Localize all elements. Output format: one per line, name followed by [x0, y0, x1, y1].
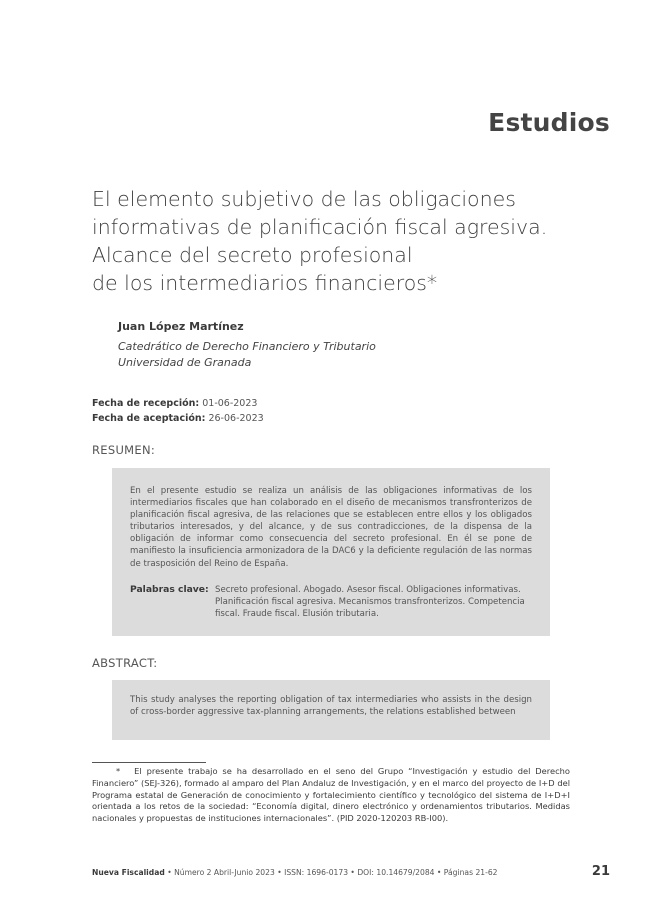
- title-line: El elemento subjetivo de las obligaciones: [92, 187, 516, 211]
- abstract-heading: ABSTRACT:: [92, 656, 158, 670]
- abstract-text: This study analyses the reporting obligation of tax intermediaries who assists in the design of cross-border aggressive tax-planning arrangements, the relations established between: [130, 695, 532, 718]
- author-position: Catedrático de Derecho Financiero y Tributario: [118, 340, 376, 353]
- title-line: Alcance del secreto profesional: [92, 243, 413, 267]
- running-footer: [92, 868, 498, 877]
- footnote-rule: [92, 762, 206, 763]
- received-date: [92, 398, 257, 409]
- resumen-heading: RESUMEN:: [92, 443, 156, 457]
- article-title: [92, 185, 592, 297]
- journal-name: Nueva Fiscalidad: [92, 868, 165, 877]
- footnote-text: El presente trabajo se ha desarrollado en el seno del Grupo “Investigación y estudio del Derecho Financiero” (SEJ-326), formado al amparo del Plan Andaluz de Investigación, y en el marco del proyecto de I+D del Programa estatal de Generación de conocimiento y fortalecimiento científico y tecnológico del sistema de I+D+I orientada a los retos de la sociedad: “Economía digital, dinero electrónico y ordenamientos tributarios. Medidas nacionales y propuestas de instituciones internacionales”. (PID 2020-120203 RB-I00).: [92, 766, 570, 824]
- received-value: 01-06-2023: [202, 398, 258, 409]
- section-label: Estudios: [488, 108, 610, 137]
- journal-details: • Número 2 Abril-Junio 2023 • ISSN: 1696-0173 • DOI: 10.14679/2084 • Páginas 21-62: [164, 868, 498, 877]
- abstract-box: [112, 680, 550, 740]
- received-label: Fecha de recepción:: [92, 398, 200, 409]
- keywords-text: Secreto profesional. Abogado. Asesor fiscal. Obligaciones informativas. Planificación fiscal agresiva. Mecanismos transfronterizos. Competencia fiscal. Fraude fiscal. Elusión tributaria.: [215, 585, 525, 620]
- page-number: 21: [591, 864, 610, 879]
- title-line: informativas de planificación fiscal agresiva.: [92, 215, 548, 239]
- footnote-marker: *: [116, 766, 121, 776]
- accepted-value: 26-06-2023: [208, 413, 264, 424]
- resumen-text: En el presente estudio se realiza un análisis de las obligaciones informativas de los intermediarios fiscales que han colaborado en el diseño de mecanismos transfronterizos de planificación fiscal agresiva, de las relaciones que se establecen entre ellos y los obligados tributarios interesados, y del alcance, y de sus contradicciones, de la dispensa de la obligación de informar como consecuencia del secreto profesional. En él se pone de manifiesto la insuficiencia armonizadora de la DAC6 y la deficiente regulación de las normas de trasposición del Reino de España.: [130, 486, 532, 569]
- resumen-box: [112, 468, 550, 636]
- accepted-label: Fecha de aceptación:: [92, 413, 206, 424]
- title-line: de los intermediarios financieros*: [92, 271, 438, 295]
- accepted-date: [92, 413, 264, 424]
- footnote: [92, 766, 570, 825]
- author-institution: Universidad de Granada: [118, 356, 252, 369]
- author-name: Juan López Martínez: [118, 320, 244, 333]
- keywords-label: Palabras clave:: [130, 584, 209, 595]
